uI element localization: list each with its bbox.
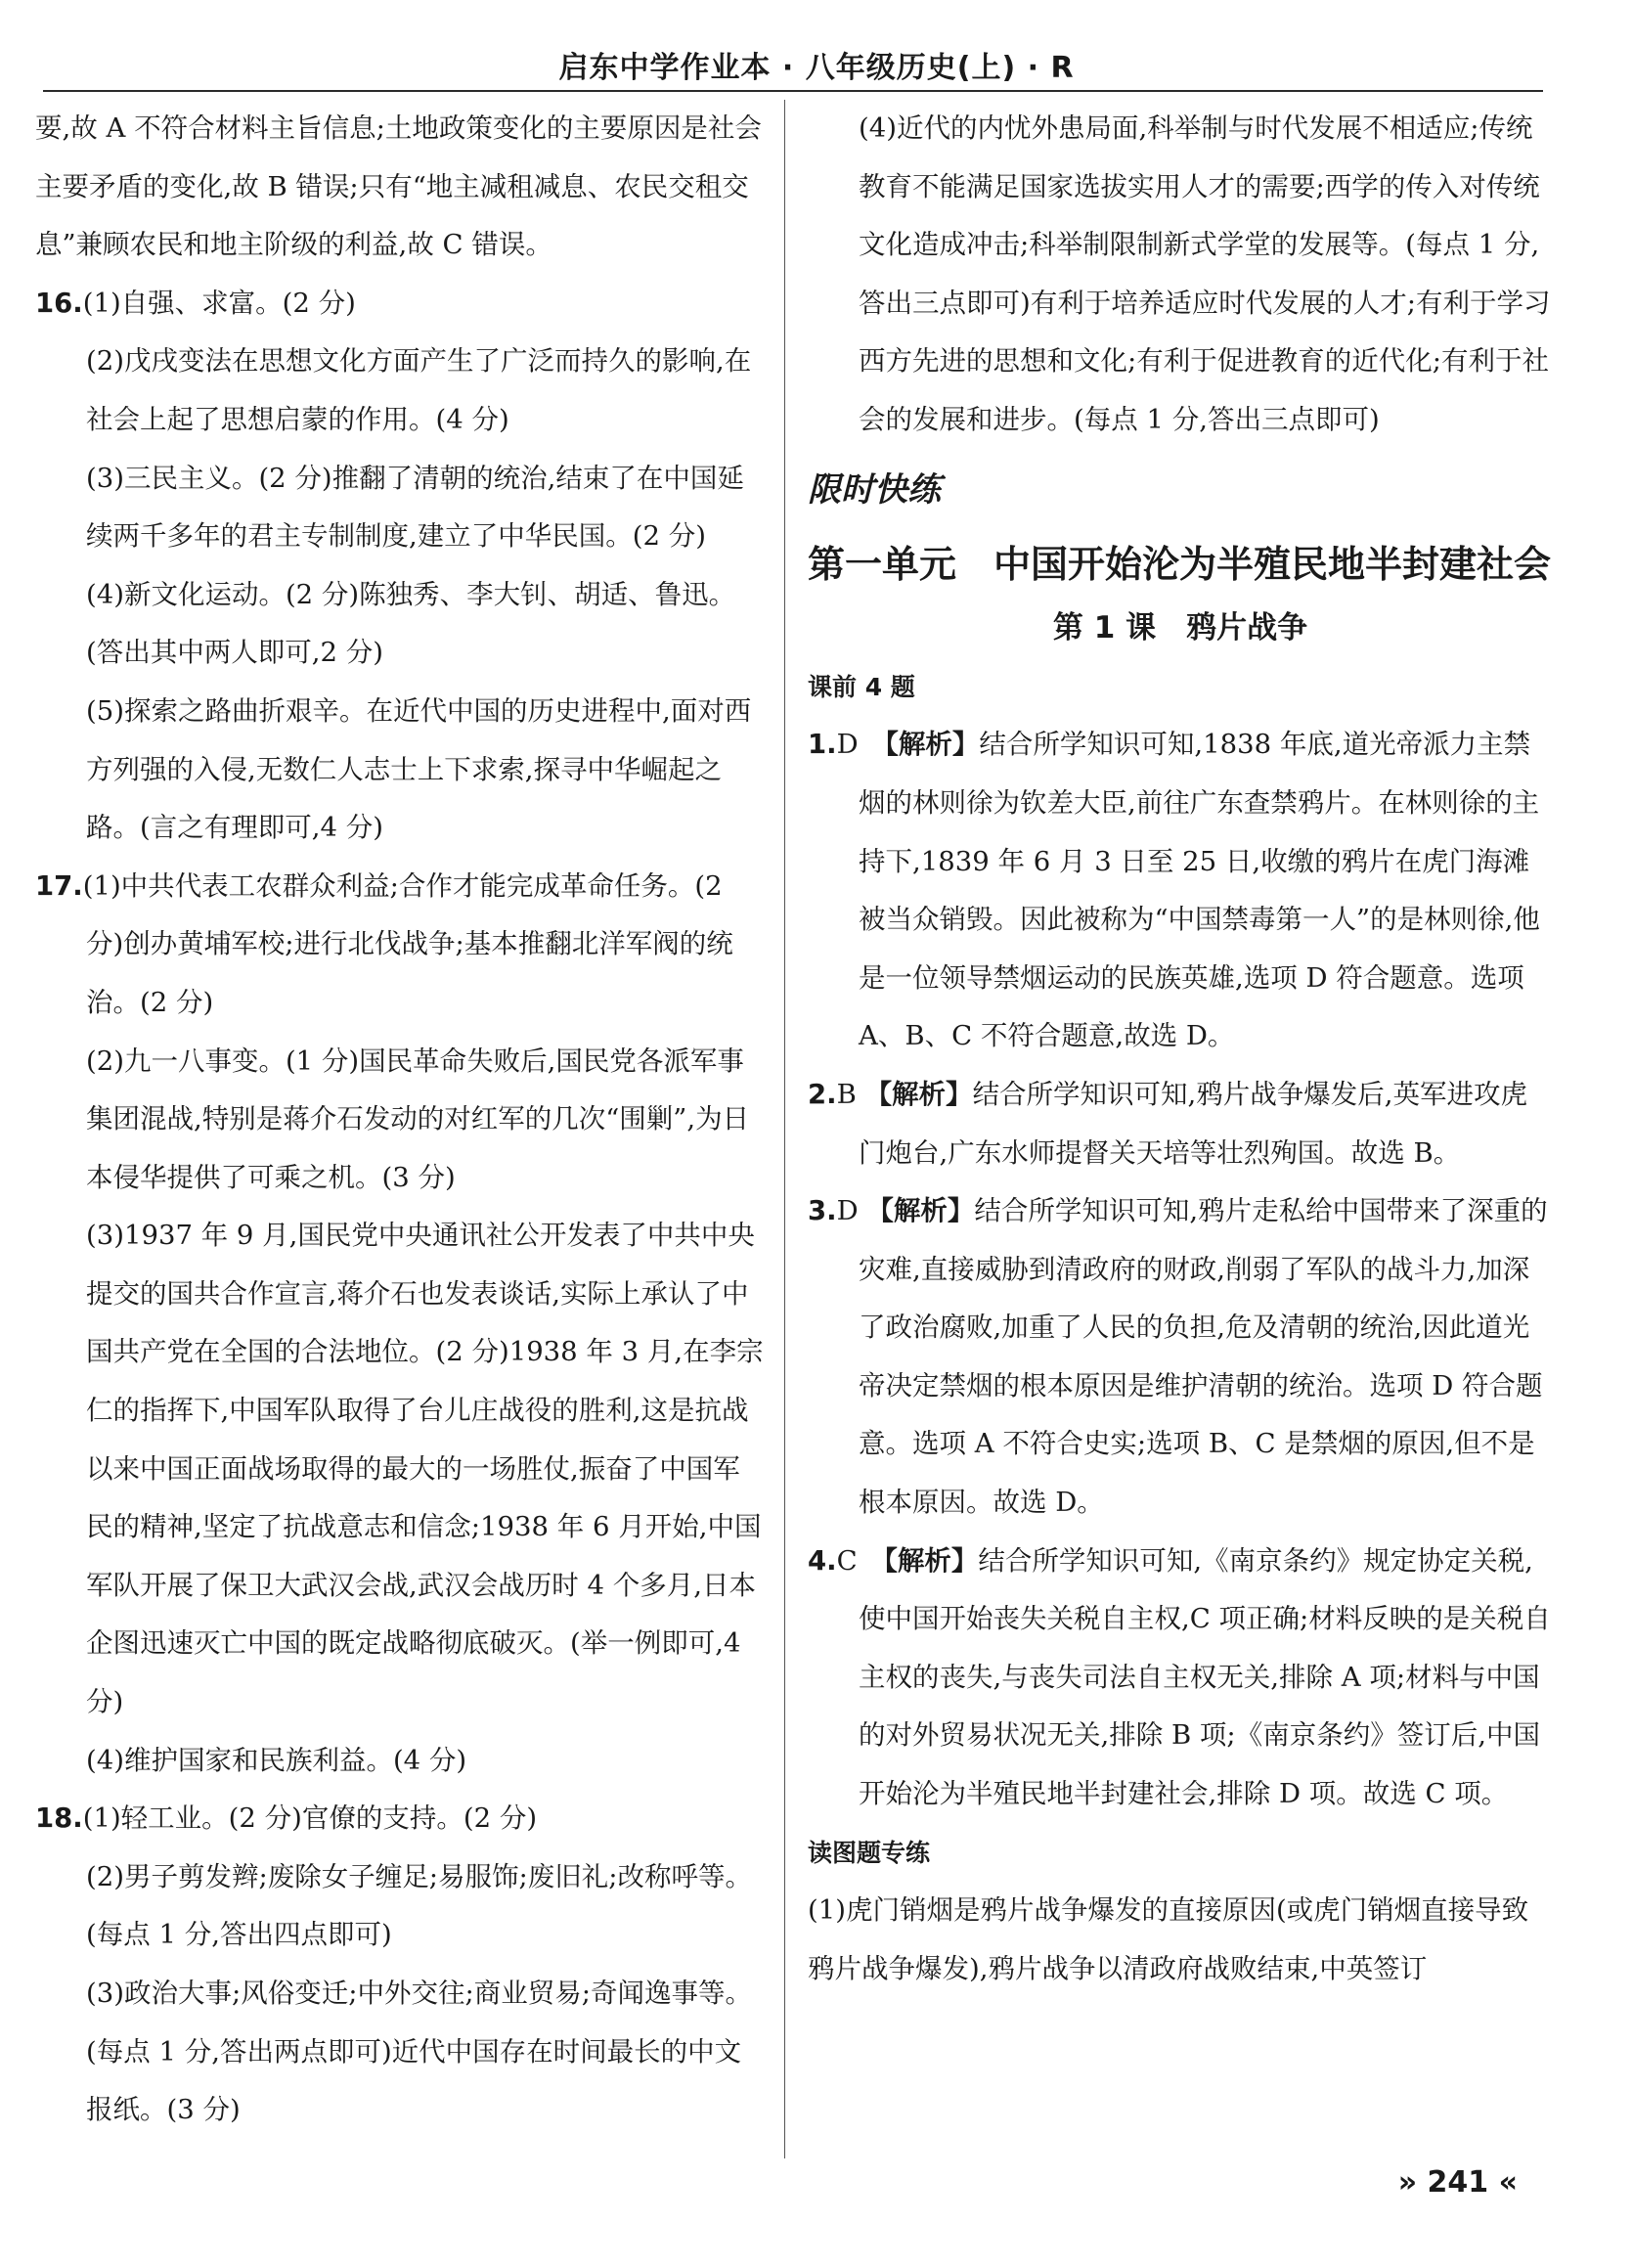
column-divider <box>784 100 785 2158</box>
right-column <box>808 100 1553 1998</box>
q17-part-4: (4)维护国家和民族利益。(4 分) <box>86 1744 467 1776</box>
q16-part-3: (3)三民主义。(2 分)推翻了清朝的统治,结束了在中国延续两千多年的君主专制制度,建立了中华民国。(2 分) <box>86 462 744 553</box>
q16-number: 16. <box>35 287 83 319</box>
section-title: 限时快练 <box>808 469 941 510</box>
q16-part-1: 16.(1)自强、求富。(2 分) <box>35 287 356 319</box>
q16-part-4: (4)新文化运动。(2 分)陈独秀、李大钊、胡适、鲁迅。(答出其中两人即可,2 分) <box>86 578 736 669</box>
question-3: 3.D 【解析】结合所学知识可知,鸦片走私给中国带来了深重的灾难,直接威胁到清政府的财政,削弱了军队的战斗力,加深了政治腐败,加重了人民的负担,危及清朝的统治,因此道光帝决定禁烟的根本原因是维护清朝的统治。选项 D 符合题意。选项 A 不符合史实;选项 B、C 是禁烟的原因,但不是根本原因。故选 D。 <box>808 1195 1548 1519</box>
q16-part-2: (2)戊戌变法在思想文化方面产生了广泛而持久的影响,在社会上起了思想启蒙的作用。(4 分) <box>86 345 752 435</box>
question-1: 1.D 【解析】结合所学知识可知,1838 年底,道光帝派力主禁烟的林则徐为钦差大臣,前往广东查禁鸦片。在林则徐的主持下,1839 年 6 月 3 日至 25 日,收缴的鸦片在虎门海滩被当众销毁。因此被称为“中国禁毒第一人”的是林则徐,他是一位领导禁烟运动的民族英雄,选项 D 符合题意。选项 A、B、C 不符合题意,故选 D。 <box>808 729 1540 1052</box>
q18-part-2: (2)男子剪发辫;废除女子缠足;易服饰;废旧礼;改称呼等。(每点 1 分,答出四点即可) <box>86 1860 753 1951</box>
q18-part-1: 18.(1)轻工业。(2 分)官僚的支持。(2 分) <box>35 1802 538 1835</box>
page-header-title: 启东中学作业本 · 八年级历史(上) · R <box>558 51 1075 85</box>
question-2: 2.B 【解析】结合所学知识可知,鸦片战争爆发后,英军进攻虎门炮台,广东水师提督关天培等壮烈殉国。故选 B。 <box>808 1078 1528 1169</box>
map-practice-text: (1)虎门销烟是鸦片战争爆发的直接原因(或虎门销烟直接导致鸦片战争爆发),鸦片战争以清政府战败结束,中英签订 <box>808 1894 1529 1984</box>
q15-answer-tail: 要,故 A 不符合材料主旨信息;土地政策变化的主要原因是社会主要矛盾的变化,故 B 错误;只有“地主减租减息、农民交租交息”兼顾农民和地主阶级的利益,故 C 错误。 <box>35 112 762 261</box>
lesson-title: 第 1 课 鸦片战争 <box>1052 610 1308 646</box>
header-divider <box>43 90 1543 92</box>
page-number: » 241 « <box>1397 2165 1518 2200</box>
map-practice-label: 读图题专练 <box>808 1838 931 1867</box>
prev-question-tail: (4)近代的内忧外患局面,科举制与时代发展不相适应;传统教育不能满足国家选拔实用人才的需要;西学的传入对传统文化造成冲击;科举制限制新式学堂的发展等。(每点 1 分,答出三点即可)有利于培养适应时代发展的人才;有利于学习西方先进的思想和文化;有利于促进教育的近代化;有利于社会的发展和进步。(每点 1 分,答出三点即可) <box>859 112 1551 435</box>
q17-part-2: (2)九一八事变。(1 分)国民革命失败后,国民党各派军事集团混战,特别是蒋介石发动的对红军的几次“围剿”,为日本侵华提供了可乘之机。(3 分) <box>86 1045 750 1193</box>
q18-part-3: (3)政治大事;风俗变迁;中外交往;商业贸易;奇闻逸事等。(每点 1 分,答出两点即可)近代中国存在时间最长的中文报纸。(3 分) <box>86 1978 753 2126</box>
q17-part-1: 17.(1)中共代表工农群众利益;合作才能完成革命任务。(2 分)创办黄埔军校;进行北伐战争;基本推翻北洋军阀的统治。(2 分) <box>35 869 733 1018</box>
left-column <box>35 100 767 2140</box>
question-4: 4.C 【解析】结合所学知识可知,《南京条约》规定协定关税,使中国开始丧失关税自主权,C 项正确;材料反映的是关税自主权的丧失,与丧失司法自主权无关,排除 A 项;材料与中国的对外贸易状况无关,排除 B 项;《南京条约》签订后,中国开始沦为半殖民地半封建社会,排除 D 项。故选 C 项。 <box>808 1544 1551 1810</box>
q18-number: 18. <box>35 1802 83 1835</box>
q16-part-5: (5)探索之路曲折艰辛。在近代中国的历史进程中,面对西方列强的入侵,无数仁人志士上下求索,探寻中华崛起之路。(言之有理即可,4 分) <box>86 694 752 844</box>
q17-number: 17. <box>35 869 83 902</box>
q17-part-3: (3)1937 年 9 月,国民党中央通讯社公开发表了中共中央提交的国共合作宣言,蒋介石也发表谈话,实际上承认了中国共产党在全国的合法地位。(2 分)1938 年 3 月,在李宗仁的指挥下,中国军队取得了台儿庄战役的胜利,这是抗战以来中国正面战场取得的最大的一场胜仗,振奋了中国军民的精神,坚定了抗战意志和信念;1938 年 6 月开始,中国军队开展了保卫大武汉会战,武汉会战历时 4 个多月,日本企图迅速灭亡中国的既定战略彻底破灭。(举一例即可,4 分) <box>86 1220 764 1718</box>
pre-class-label: 课前 4 题 <box>808 672 915 701</box>
unit-title: 第一单元 中国开始沦为半殖民地半封建社会 <box>808 543 1552 587</box>
